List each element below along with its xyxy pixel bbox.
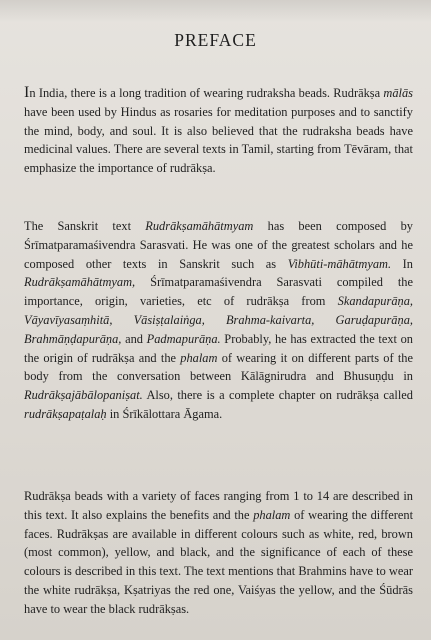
text-segment: have been used by Hindus as rosaries for meditation purposes and to sanctify the mind, body, and soul. It is also believed that the rudraksha beads have medicinal values. There are several texts in Tamil, starting from Tēvāram, that emphasize the importance of rudrākṣa. [24, 104, 413, 176]
page-title: PREFACE [174, 30, 257, 50]
text-segment: Rudrākṣa beads with a variety of faces ranging from 1 to 14 are described in this text. It also explains the benefits and the [24, 489, 413, 522]
text-segment: The Sanskrit text [24, 219, 146, 233]
text-segment: Rudrākṣajābālopaniṣat. [24, 388, 143, 403]
text-segment: mālās [383, 86, 413, 100]
text-segment: Rudrākṣamāhātmyam [145, 219, 254, 233]
text-segment: Probably, he has extracted the text on the origin of rudrākṣa and the [24, 331, 414, 365]
text-segment: and [121, 331, 147, 346]
text-segment: phalam [253, 507, 291, 522]
text-segment: of wearing the different faces. Rudrākṣas are available in different colours such as white, red, brown (most common), yellow, and black, and the significance of each of these colours is described in this text. The text mentions that Brahmins have to wear the white rudrākṣa, Kṣatriyas the red one, Vaiśyas the yellow, and the Śūdrās have to wear the black rudrākṣas. [24, 507, 414, 616]
text-segment: of wearing it on different parts of the body from the conversation between Kālāgnirudra and Bhusuṇḍu in [24, 350, 413, 384]
text-segment: n India, there is a long tradition of wearing rudraksha beads. Rudrākṣa [29, 86, 384, 100]
text-segment: Also, there is a complete chapter on rudrākṣa called [142, 388, 413, 403]
text-segment: Śrīmatparamaśivendra Sarasvati compiled the importance, origin, varieties, etc of rudrākṣa from [24, 275, 413, 309]
paragraph [24, 217, 413, 424]
text-segment: has been composed by Śrīmatparamaśivendra Sarasvati. He was one of the greatest scholars and he composed other texts in Sanskrit such as [24, 219, 413, 271]
page-bleed-through [0, 0, 431, 22]
text-segment: I [24, 84, 30, 101]
text-segment: Skandapurāṇa, Vāyavīyasaṃhitā, Vāsiṣṭalaiṅga, Brahma-kaivarta, Garuḍapurāṇa, Brahmāṇḍapurāṇa, [24, 294, 413, 346]
text-segment: rudrākṣapaṭalaḥ [24, 406, 107, 421]
paragraph [24, 487, 413, 619]
text-segment: in Śrīkālottara Āgama. [106, 406, 223, 421]
text-segment: Padmapurāṇa. [146, 331, 221, 346]
paragraph [24, 84, 413, 178]
text-segment: Vibhūti-māhātmyam. [287, 256, 392, 271]
text-segment: phalam [180, 350, 218, 365]
text-segment: Rudrākṣamāhātmyam, [24, 275, 136, 290]
text-segment: In [391, 256, 413, 271]
